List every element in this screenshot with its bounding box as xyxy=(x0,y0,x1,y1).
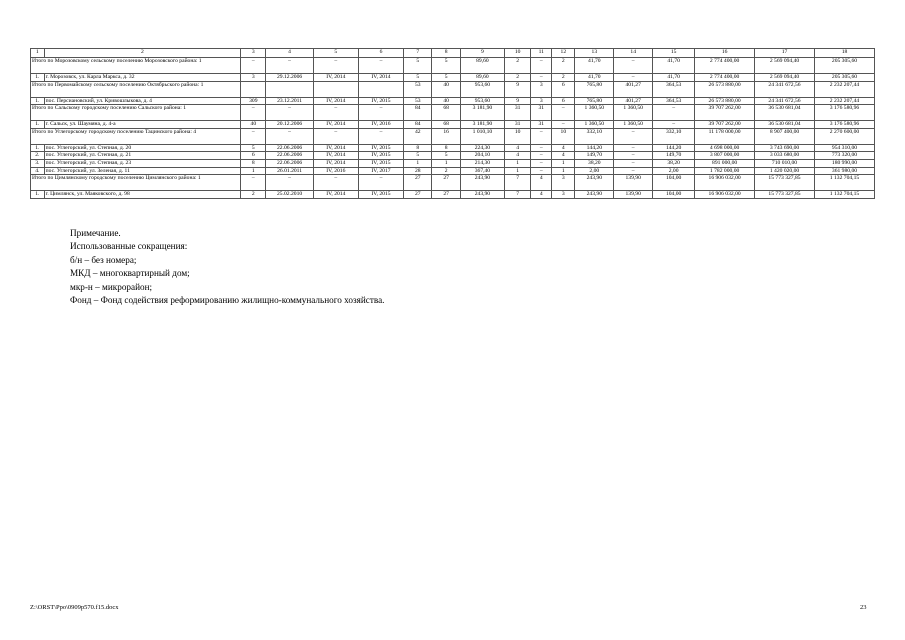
page-number: 23 xyxy=(860,604,867,611)
table-cell: – xyxy=(531,167,552,175)
subtotal-row xyxy=(31,81,875,97)
table-cell: 38,20 xyxy=(575,159,614,167)
header-cell: 18 xyxy=(814,49,874,58)
table-cell: 1 360,50 xyxy=(575,105,614,121)
table-cell: 5 xyxy=(404,74,432,82)
table-cell: 84 xyxy=(404,121,432,129)
table-cell: 401,27 xyxy=(614,97,653,105)
table-cell: 27 xyxy=(404,191,432,199)
header-cell: 14 xyxy=(614,49,653,58)
table-cell: 6 xyxy=(552,97,575,105)
table-cell: – xyxy=(614,74,653,82)
table-cell: 11 178 000,00 xyxy=(695,128,755,144)
table-cell: 10 xyxy=(504,128,530,144)
table-cell: 4 xyxy=(531,191,552,199)
table-cell: – xyxy=(614,152,653,160)
subtotal-row xyxy=(31,128,875,144)
table-cell: – xyxy=(313,175,358,191)
table-cell: 1 xyxy=(432,159,460,167)
table-cell: – xyxy=(614,167,653,175)
table-cell: 26 573 880,00 xyxy=(695,81,755,97)
header-cell: 11 xyxy=(531,49,552,58)
data-table xyxy=(30,48,875,199)
table-cell: 2 xyxy=(504,58,530,74)
table-cell: 5 xyxy=(432,74,460,82)
table-cell: – xyxy=(531,58,552,74)
table-cell: 1. xyxy=(31,144,45,152)
table-cell: 8 xyxy=(241,159,266,167)
table-cell: 2 774 400,00 xyxy=(695,74,755,82)
subtotal-row xyxy=(31,105,875,121)
table-cell: – xyxy=(531,128,552,144)
table-cell: 205 305,60 xyxy=(814,74,874,82)
table-cell: 10 xyxy=(552,128,575,144)
table-cell: – xyxy=(552,121,575,129)
table-cell: 144,20 xyxy=(653,144,695,152)
header-cell: 5 xyxy=(313,49,358,58)
table-cell: 1 782 000,00 xyxy=(695,167,755,175)
table-cell: 3 xyxy=(552,191,575,199)
table-cell: 38,20 xyxy=(653,159,695,167)
table-cell: 2 232 207,44 xyxy=(814,97,874,105)
table-cell: 243,90 xyxy=(575,191,614,199)
table-cell: 309 xyxy=(241,97,266,105)
table-row xyxy=(31,167,875,175)
table-cell: IV, 2016 xyxy=(313,167,358,175)
table-cell: 3. xyxy=(31,159,45,167)
table-cell: – xyxy=(358,175,403,191)
table-cell: – xyxy=(313,105,358,121)
header-cell: 13 xyxy=(575,49,614,58)
table-cell: 5 xyxy=(404,152,432,160)
table-cell: 4 xyxy=(531,175,552,191)
header-cell: 7 xyxy=(404,49,432,58)
address-cell: пос. Углегорский, ул. Степная, д. 20 xyxy=(44,144,241,152)
table-cell: – xyxy=(266,128,313,144)
table-cell: – xyxy=(653,105,695,121)
address-cell: пос. Углегорский, ул. Степная, д. 21 xyxy=(44,152,241,160)
table-cell: 3 743 690,00 xyxy=(755,144,815,152)
table-cell: 954 310,00 xyxy=(814,144,874,152)
table-cell: 4 698 000,00 xyxy=(695,144,755,152)
table-cell: 9 xyxy=(504,81,530,97)
table-cell: 891 000,00 xyxy=(695,159,755,167)
subtotal-row xyxy=(31,175,875,191)
table-cell: IV, 2015 xyxy=(358,159,403,167)
table-cell: 53 xyxy=(404,97,432,105)
table-cell: IV, 2014 xyxy=(313,144,358,152)
table-cell: IV, 2016 xyxy=(358,121,403,129)
table-cell: 41,70 xyxy=(653,74,695,82)
notes-item: МКД – многоквартирный дом; xyxy=(70,268,190,279)
table-cell: 2 270 600,00 xyxy=(814,128,874,144)
table-cell: 15 773 327,85 xyxy=(755,191,815,199)
table-cell: 27 xyxy=(404,175,432,191)
table-cell: 68 xyxy=(432,121,460,129)
table-cell: 36 530 681,04 xyxy=(755,105,815,121)
table-cell: – xyxy=(313,58,358,74)
table-cell: 29.12.2006 xyxy=(266,74,313,82)
table-cell: 1 xyxy=(241,167,266,175)
table-cell: IV, 2015 xyxy=(358,191,403,199)
table-cell: IV, 2017 xyxy=(358,167,403,175)
header-cell: 3 xyxy=(241,49,266,58)
table-cell: 1 420 020,00 xyxy=(755,167,815,175)
table-cell: IV, 2014 xyxy=(313,121,358,129)
table-cell: – xyxy=(531,74,552,82)
table-cell: 3 181,90 xyxy=(460,105,504,121)
table-cell: 367,40 xyxy=(460,167,504,175)
table-cell: 4 xyxy=(552,144,575,152)
table-cell: IV, 2014 xyxy=(313,191,358,199)
table-cell: 2 xyxy=(241,191,266,199)
table-cell: IV, 2014 xyxy=(313,97,358,105)
header-cell: 12 xyxy=(552,49,575,58)
address-cell: г. Цимлянск, ул. Маяковского, д. 98 xyxy=(44,191,241,199)
table-cell: – xyxy=(241,175,266,191)
table-row xyxy=(31,97,875,105)
table-cell: 332,10 xyxy=(653,128,695,144)
table-cell: 1 xyxy=(552,167,575,175)
table-cell: 2. xyxy=(31,152,45,160)
subtotal-label: Итого по Морозовскому сельскому поселению Морозовского района: 1 xyxy=(31,58,241,74)
table-cell: 40 xyxy=(241,121,266,129)
table-cell: 23.12.2011 xyxy=(266,97,313,105)
table-cell: 3 033 680,00 xyxy=(755,152,815,160)
table-cell xyxy=(313,81,358,97)
table-cell: 205 305,60 xyxy=(814,58,874,74)
header-cell: 15 xyxy=(653,49,695,58)
table-cell: – xyxy=(552,105,575,121)
header-cell: 4 xyxy=(266,49,313,58)
table-cell: 1. xyxy=(31,97,45,105)
table-cell: 28 xyxy=(404,167,432,175)
table-cell: – xyxy=(614,159,653,167)
table-cell: 6 xyxy=(241,152,266,160)
table-cell: 139,90 xyxy=(614,191,653,199)
table-cell: 224,30 xyxy=(460,144,504,152)
table-cell: 8 xyxy=(404,144,432,152)
table-cell: 4 xyxy=(504,144,530,152)
table-cell xyxy=(266,81,313,97)
subtotal-label: Итого по Цимлянскому городскому поселению Цимлянского района: 1 xyxy=(31,175,241,191)
table-cell: – xyxy=(531,159,552,167)
table-cell: 25.02.2010 xyxy=(266,191,313,199)
table-cell: 3 176 580,96 xyxy=(814,121,874,129)
table-cell: 4 xyxy=(504,152,530,160)
table-cell: 22.06.2006 xyxy=(266,159,313,167)
table-cell: 41,70 xyxy=(653,58,695,74)
table-cell: 5 xyxy=(404,58,432,74)
table-cell: 361 980,00 xyxy=(814,167,874,175)
table-cell: 2 232 207,44 xyxy=(814,81,874,97)
table-cell: 53 xyxy=(404,81,432,97)
table-cell: 180 990,00 xyxy=(814,159,874,167)
table-cell: 41,70 xyxy=(575,74,614,82)
table-cell: – xyxy=(531,152,552,160)
table-cell: 104,00 xyxy=(653,191,695,199)
header-cell: 1 xyxy=(31,49,45,58)
table-cell: 8 907 400,00 xyxy=(755,128,815,144)
table-cell: 26 573 880,00 xyxy=(695,97,755,105)
subtotal-row xyxy=(31,58,875,74)
address-cell: пос. Персиановский, ул. Кривошлыкова, д. 4 xyxy=(44,97,241,105)
table-cell: – xyxy=(358,105,403,121)
table-cell: – xyxy=(614,58,653,74)
table-cell: 5 xyxy=(432,152,460,160)
table-cell: – xyxy=(241,58,266,74)
table-cell: 1 360,50 xyxy=(614,121,653,129)
table-cell: 3 181,90 xyxy=(460,121,504,129)
table-cell: 1 010,10 xyxy=(460,128,504,144)
footer-file-path: Z:\ORST\Ppo\0909p570.f15.docx xyxy=(30,604,119,611)
table-cell: 1. xyxy=(31,74,45,82)
table-cell: 401,27 xyxy=(614,81,653,97)
table-cell: 31 xyxy=(504,121,530,129)
header-cell: 16 xyxy=(695,49,755,58)
table-cell: 149,70 xyxy=(575,152,614,160)
table-cell: 243,90 xyxy=(460,191,504,199)
table-cell: 16 906 032,00 xyxy=(695,191,755,199)
table-cell: 773 320,00 xyxy=(814,152,874,160)
table-cell: 204,10 xyxy=(460,152,504,160)
address-cell: г. Морозовск, ул. Карла Маркса, д. 32 xyxy=(44,74,241,82)
table-cell: – xyxy=(358,128,403,144)
header-cell: 17 xyxy=(755,49,815,58)
table-cell: 40 xyxy=(432,81,460,97)
table-cell: 1 360,50 xyxy=(614,105,653,121)
table-cell: 4. xyxy=(31,167,45,175)
header-cell: 2 xyxy=(44,49,241,58)
table-cell: 8 xyxy=(432,144,460,152)
table-cell: 765,80 xyxy=(575,81,614,97)
header-cell: 6 xyxy=(358,49,403,58)
table-cell: – xyxy=(241,105,266,121)
notes-title: Примечание. xyxy=(70,228,121,238)
notes-intro: Использованные сокращения: xyxy=(70,241,188,252)
table-cell: 2,00 xyxy=(653,167,695,175)
table-row xyxy=(31,144,875,152)
table-row xyxy=(31,74,875,82)
notes-item: мкр-н – микрорайон; xyxy=(70,281,153,292)
table-cell: 332,10 xyxy=(575,128,614,144)
table-cell: 5 xyxy=(432,58,460,74)
table-cell: 1. xyxy=(31,191,45,199)
table-cell: 2 774 400,00 xyxy=(695,58,755,74)
table-cell: 214,30 xyxy=(460,159,504,167)
table-cell: 2 569 094,40 xyxy=(755,58,815,74)
table-cell: IV, 2015 xyxy=(358,152,403,160)
table-cell: 144,20 xyxy=(575,144,614,152)
table-cell: IV, 2014 xyxy=(313,159,358,167)
table-cell: 364,53 xyxy=(653,97,695,105)
table-cell: – xyxy=(266,105,313,121)
table-cell: 2,00 xyxy=(575,167,614,175)
table-cell: – xyxy=(653,121,695,129)
table-cell: 7 xyxy=(504,191,530,199)
table-cell: 24 341 672,56 xyxy=(755,97,815,105)
table-cell: 3 xyxy=(241,74,266,82)
table-cell: 2 xyxy=(432,167,460,175)
table-cell: 39 707 262,00 xyxy=(695,105,755,121)
table-cell: 39 707 262,00 xyxy=(695,121,755,129)
table-cell: 36 530 681,04 xyxy=(755,121,815,129)
table-cell: 2 xyxy=(552,74,575,82)
table-cell xyxy=(358,81,403,97)
table-cell: 1 132 704,15 xyxy=(814,191,874,199)
table-cell: 84 xyxy=(404,105,432,121)
table-cell: 27 xyxy=(432,175,460,191)
table-body xyxy=(31,49,875,199)
table-cell: 31 xyxy=(504,105,530,121)
table-cell: 22.06.2006 xyxy=(266,144,313,152)
table-cell: 139,90 xyxy=(614,175,653,191)
table-cell: 89,60 xyxy=(460,74,504,82)
table-cell: 364,53 xyxy=(653,81,695,97)
header-cell: 9 xyxy=(460,49,504,58)
table-cell: IV, 2015 xyxy=(358,144,403,152)
table-cell: 243,90 xyxy=(460,175,504,191)
table-cell: 26.01.2011 xyxy=(266,167,313,175)
table-cell: 42 xyxy=(404,128,432,144)
notes-block xyxy=(70,227,770,307)
table-cell: – xyxy=(313,128,358,144)
table-cell: 6 xyxy=(552,81,575,97)
table-cell: 22.06.2006 xyxy=(266,152,313,160)
table-cell: 2 xyxy=(504,74,530,82)
table-cell: 15 773 327,85 xyxy=(755,175,815,191)
table-cell: 3 807 000,00 xyxy=(695,152,755,160)
table-cell: 765,80 xyxy=(575,97,614,105)
table-cell: 953,60 xyxy=(460,81,504,97)
table-cell: – xyxy=(266,58,313,74)
table-cell: 1 360,50 xyxy=(575,121,614,129)
table-cell: 27 xyxy=(432,191,460,199)
table-cell: 3 176 580,96 xyxy=(814,105,874,121)
table-cell: IV, 2014 xyxy=(358,74,403,82)
column-number-row xyxy=(31,49,875,58)
subtotal-label: Итого по Сальскому городскому поселению Сальского района: 1 xyxy=(31,105,241,121)
table-cell: 710 010,00 xyxy=(755,159,815,167)
table-cell: 40 xyxy=(432,97,460,105)
table-cell: 5 xyxy=(241,144,266,152)
table-cell: 4 xyxy=(552,152,575,160)
subtotal-label: Итого по Углегорскому городскому поселению Тацинского района: 4 xyxy=(31,128,241,144)
table-row xyxy=(31,121,875,129)
table-cell: 1 xyxy=(552,159,575,167)
table-cell: 16 xyxy=(432,128,460,144)
table-cell: 3 xyxy=(531,97,552,105)
subtotal-label: Итого по Первомайскому сельскому поселению Октябрьского района: 1 xyxy=(31,81,241,97)
table-cell: – xyxy=(614,144,653,152)
notes-item: Фонд – Фонд содействия реформированию жилищно-коммунального хозяйства. xyxy=(70,295,385,306)
address-cell: пос. Углегорский, ул. Зеленая, д. 11 xyxy=(44,167,241,175)
notes-item: б/н – без номера; xyxy=(70,254,137,265)
table-cell: 89,60 xyxy=(460,58,504,74)
table-cell: 1 xyxy=(504,167,530,175)
table-cell: 1 132 704,15 xyxy=(814,175,874,191)
table-cell: – xyxy=(614,128,653,144)
table-cell: 243,90 xyxy=(575,175,614,191)
table-cell: 2 xyxy=(552,58,575,74)
address-cell: г. Сальск, ул. Шаумяна, д. 4-а xyxy=(44,121,241,129)
table-cell: 1. xyxy=(31,121,45,129)
address-cell: пос. Углегорский, ул. Степная, д. 23 xyxy=(44,159,241,167)
table-cell: 31 xyxy=(531,105,552,121)
table-cell: 1 xyxy=(404,159,432,167)
table-cell: IV, 2015 xyxy=(358,97,403,105)
table-cell: IV, 2014 xyxy=(313,74,358,82)
table-row xyxy=(31,152,875,160)
table-row xyxy=(31,191,875,199)
table-row xyxy=(31,159,875,167)
table-cell: 24 341 672,56 xyxy=(755,81,815,97)
table-cell xyxy=(241,81,266,97)
table-cell: – xyxy=(358,58,403,74)
table-cell: – xyxy=(241,128,266,144)
table-cell: 7 xyxy=(504,175,530,191)
table-cell: 953,60 xyxy=(460,97,504,105)
table-cell: 3 xyxy=(552,175,575,191)
table-cell: 3 xyxy=(531,81,552,97)
table-cell: 68 xyxy=(432,105,460,121)
table-cell: 9 xyxy=(504,97,530,105)
table-cell: 31 xyxy=(531,121,552,129)
table-cell: – xyxy=(531,144,552,152)
table-cell: – xyxy=(266,175,313,191)
table-cell: 1 xyxy=(504,159,530,167)
table-cell: 41,70 xyxy=(575,58,614,74)
table-cell: 16 906 032,00 xyxy=(695,175,755,191)
header-cell: 10 xyxy=(504,49,530,58)
table-cell: 20.12.2006 xyxy=(266,121,313,129)
header-cell: 8 xyxy=(432,49,460,58)
table-cell: 2 569 094,40 xyxy=(755,74,815,82)
table-cell: 104,00 xyxy=(653,175,695,191)
table-cell: 149,70 xyxy=(653,152,695,160)
table-cell: IV, 2014 xyxy=(313,152,358,160)
